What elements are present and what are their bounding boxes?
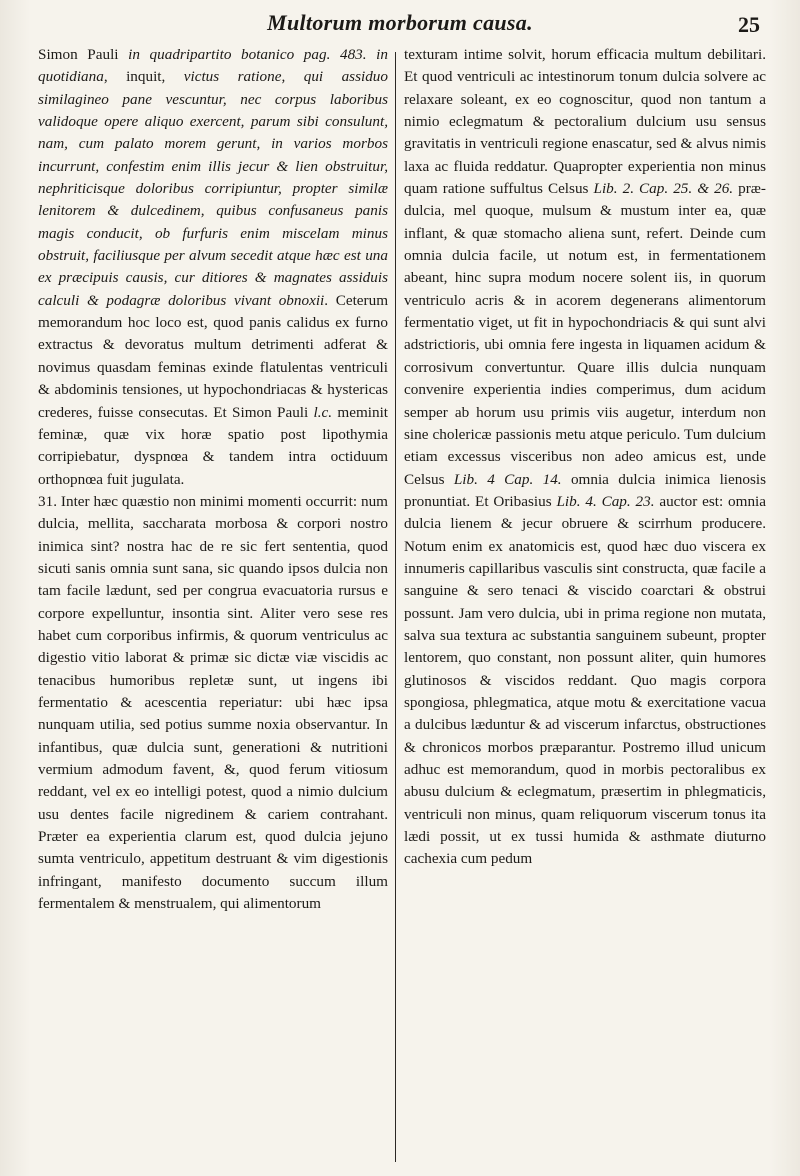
left-text-column — [38, 44, 388, 1168]
text-run: præ-dulcia, mel quoque, mulsum & mustum inter ea, quæ inflant, & quæ stomacho aliena sunt, refert. Deinde cum omnia dulcia facile, ut notum est, in fermentationem abeant, hinc supra modum nocere solent iis, in quorum ventriculo acris & in acorem degenerans alimentorum fermentatio viget, ut fit in hypochondriacis & qui sunt alvi adstrictioris, ubi omnia fere ingesta in liquamen acidum & corrosivum convertuntur. Quare illis dulcia nunquam convenire experientia indies comperimus, dum acidum semper ab horum usu primis viis augetur, interdum non sine cholericæ passionis metu atque periculo. Tum dulcium etiam excessus visceribus non adeo amicus est, unde Celsus — [404, 180, 766, 488]
running-title: Multorum morborum causa. — [267, 10, 533, 35]
italic-text-run: victus ratione, qui assiduo similagineo pane vescuntur, nec corpus laboribus validoque opere aliquo exercent, parum sibi consulunt, nam, cum palato morem gerunt, in varios morbos incurrunt, confestim enim illis jecur & lien obstruitur, nephriticisque doloribus corripiuntur, propter similæ lenitorem & dulcedinem, quibus confusaneus panis magis conducit, ob furfuris enim miscelam minus obstruit, faciliusque per alvum secedit atque hæc est una ex præcipuis causis, cur ditiores & magnates assiduis calculi & podagræ doloribus vivant obnoxii — [38, 68, 388, 309]
italic-text-run: Lib. 4. Cap. 23. — [556, 492, 655, 510]
text-run: Simon Pauli — [38, 46, 129, 63]
text-run: auctor est: omnia dulcia lienem & jecur obruere & scirrhum producere. Notum enim ex anatomicis est, quod hæc duo viscera ex innumeris capillaribus vasculis sint constructa, quæ facile a sanguine & sero tenaci & viscido coarctari & obstrui possunt. Jam vero dulcia, ubi in prima regione non mutata, salva sua textura ac substantia sanguinem subeunt, propter lentorem, quo constant, non possunt aliter, quin humores glutinosos & viscidos reddant. Quo magis corpora spongiosa, phlegmatica, atque motu & exercitatione vacua a dulcibus læduntur & ad viscerum infarctus, obstructiones & chronicos morbos præparantur. Postremo illud unicum adhuc est memorandum, quod in morbis pectoralibus ex abusu dulcium & eclegmatum, præsertim in phlegmaticis, ventriculi non minus, quam reliquorum viscerum tonus ita lædi possit, ut ex tussi humida & asthmate diuturno cachexia cum pedum — [404, 492, 766, 868]
page-number: 25 — [738, 12, 760, 37]
text-run: 31. Inter hæc quæstio non minimi momenti occurrit: num dulcia, mellita, saccharata morbosa & corpori nostro inimica sint? nostra hac de re sic fert sententia, quod sicuti sanis omnia sunt sana, sic quando ipsos dulcia non tam facile lædunt, sed per congrua evacuatoria rursus e corpore expelluntur, insontia sint. Aliter vero sese res habet cum corporibus infirmis, & quorum ventriculus ac digestio vitio laborat & primæ sic dictæ viæ viscidis ac tenacibus humoribus repletæ sunt, ut ingens ibi fermentatio & acescentia reperiatur: ubi hæc ipsa nunquam utilia, sed potius summe noxia observantur. In infantibus, quæ dulcia sunt, generationi & nutritioni vermium admodum favent, &, quod ferum vitiosum reddant, vel ex eo intelligi potest, quod a nimio dulcium usu dentes facile nigredinem & cariem contrahant. Præter ea experientia clarum est, quod dulcia jejuno sumta ventriculo, appetitum destruant & vim digestionis infringant, manifesto documento succum illum fermentalem & menstrualem, qui alimentorum — [38, 492, 388, 913]
text-run: meminit feminæ, quæ vix horæ spatio post lipothymia corripiebatur, dyspnœa & tandem intra octiduum orthopnœa fuit jugulata. — [38, 403, 388, 488]
text-run: texturam intime solvit, horum efficacia multum debilitari. Et quod ventriculi ac intestinorum tonum dulcia solvere ac relaxare soleant, ex eo cognoscitur, quod non tantum a nimio eclegmatum & pectoralium dulcium usu sensus gravitatis in ventriculi regione enascatur, sed & alvus nimis laxa ac fluida reddatur. Quapropter experientia non minus quam ratione suffultus Celsus — [404, 46, 766, 198]
italic-text-run: in quadripartito botanico pag. 483. in quotidiana — [38, 46, 388, 86]
paragraph — [38, 44, 388, 491]
paragraph — [38, 491, 388, 916]
text-run: . Ceterum memorandum hoc loco est, quod panis calidus ex furno extractus & devoratus multum detrimenti adferat & novimus quasdam feminas exinde flatulentas ventriculi & abdominis tensiones, ut hypochondriacas & hystericas crederes, fuisse consecutas. Et Simon Pauli — [38, 291, 388, 421]
column-divider-rule — [395, 52, 396, 1162]
italic-text-run: Lib. 4 Cap. 14. — [453, 470, 562, 488]
text-run: omnia dulcia inimica lienosis pronuntiat. Et Oribasius — [404, 470, 766, 510]
running-header — [0, 8, 800, 48]
italic-text-run: Lib. 2. Cap. 25. & 26. — [593, 180, 734, 198]
italic-text-run: l.c. — [313, 403, 333, 421]
paragraph — [404, 44, 766, 871]
right-text-column — [404, 44, 766, 1168]
text-run: , inquit, — [103, 68, 184, 86]
